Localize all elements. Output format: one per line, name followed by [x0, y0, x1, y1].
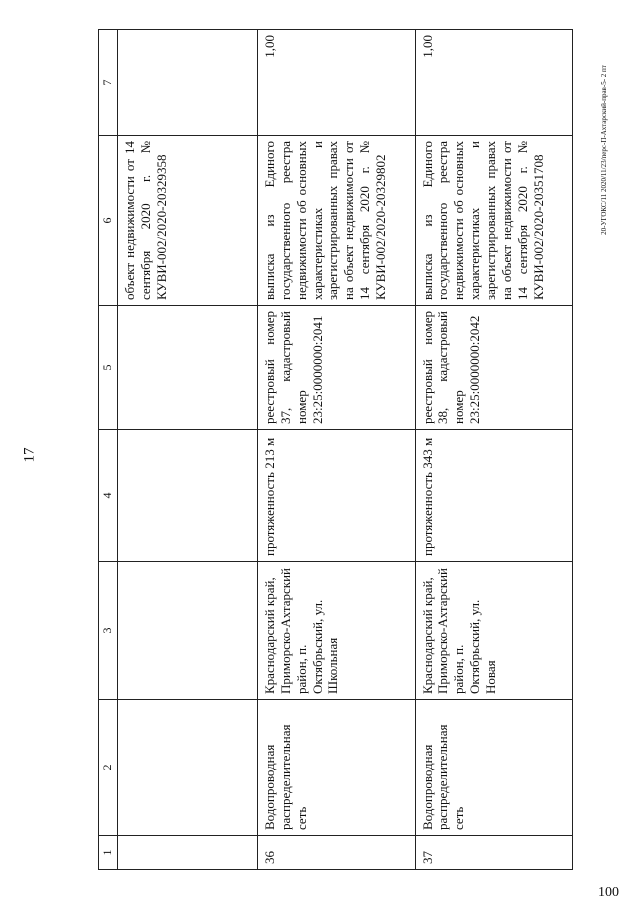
page-number-top: 17	[21, 447, 38, 463]
object-address: Краснодарский край, Приморско-Ахтарский район, п. Октябрьский, ул. Новая	[415, 562, 573, 700]
header-cell: 1	[99, 836, 118, 870]
object-ids: реестровый номер 37, кадастровый номер 23:25:0000000:2041	[258, 306, 416, 430]
object-quantity: 1,00	[415, 30, 573, 136]
table-row	[258, 30, 416, 870]
property-table	[98, 29, 573, 870]
object-address: Краснодарский край, Приморско-Ахтарский район, п. Октябрьский, ул. Школьная	[258, 562, 416, 700]
header-cell: 5	[99, 306, 118, 430]
object-name: Водопроводная распределительная сеть	[258, 700, 416, 836]
object-document: выписка из Единого государственного реестра недвижимости об основных характеристиках и зарегистрированных правах на объект недвижимости от 14 сентября 2020 г. № КУВИ-002/2020-20329802	[258, 136, 416, 306]
continuation-cell: объект недвижимости от 14 сентября 2020 г. № КУВИ-002/2020-20329358	[118, 136, 258, 306]
row-number: 37	[415, 836, 573, 870]
header-cell: 2	[99, 700, 118, 836]
object-name: Водопроводная распределительная сеть	[415, 700, 573, 836]
rotated-table-container	[98, 30, 573, 870]
header-cell: 4	[99, 430, 118, 562]
header-row	[99, 30, 118, 870]
table-row	[415, 30, 573, 870]
header-cell: 6	[99, 136, 118, 306]
header-cell: 7	[99, 30, 118, 136]
object-quantity: 1,00	[258, 30, 416, 136]
object-length: протяженность 213 м	[258, 430, 416, 562]
object-document: выписка из Единого государственного реестра недвижимости об основных характеристиках и зарегистрированных правах на объект недвижимости от 14 сентября 2020 г. № КУВИ-002/2020-20351708	[415, 136, 573, 306]
header-cell: 3	[99, 562, 118, 700]
continuation-row	[118, 30, 258, 870]
row-number: 36	[258, 836, 416, 870]
object-ids: реестровый номер 38, кадастровый номер 23:25:0000000:2042	[415, 306, 573, 430]
object-length: протяженность 343 м	[415, 430, 573, 562]
page-number-bottom: 100	[598, 885, 619, 900]
